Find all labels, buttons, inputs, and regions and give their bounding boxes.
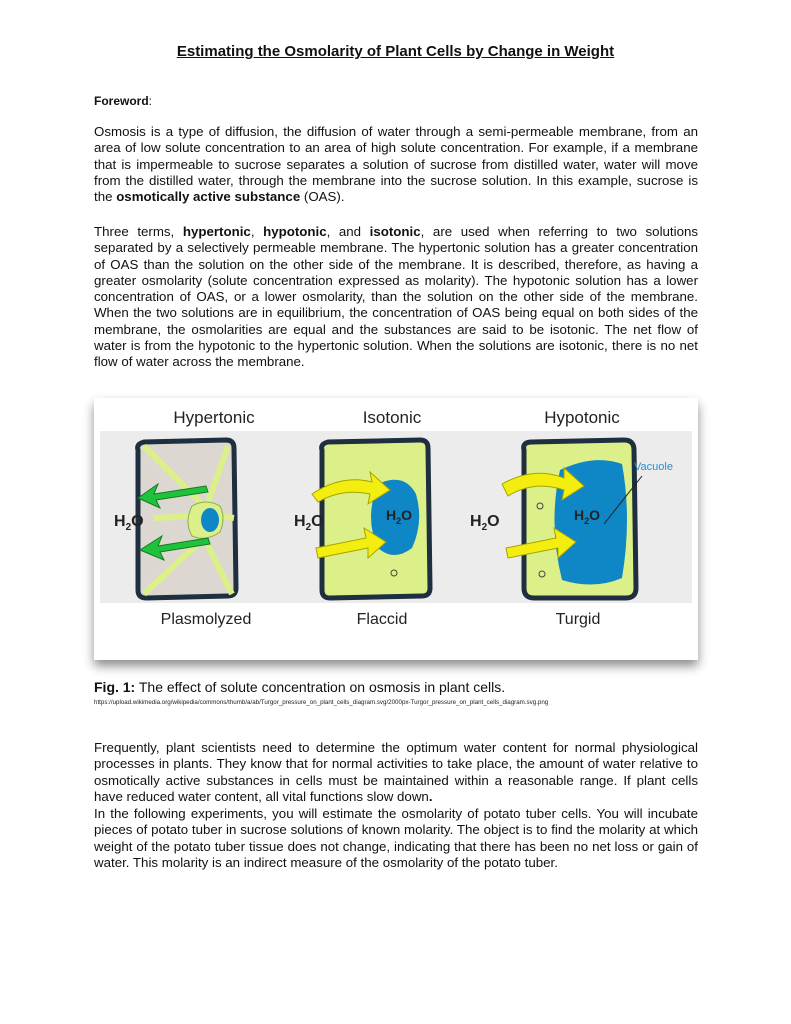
caption-text: The effect of solute concentration on osmosis in plant cells. (135, 679, 506, 695)
foreword-heading (94, 94, 152, 108)
paragraph-text: , (250, 224, 264, 239)
paragraph-text: , are used when referring to two solutions separated by a selectively permeable membrane. The hypertonic solution has a greater concentration of OAS than the solution on the other side of the membrane. It is described, therefore, as having a greater osmolarity (solute concentration expressed as molarity). The hypotonic solution has a lower concentration of OAS, or a lower osmolarity, than the solution on the other side of the membrane. When the two solutions are in equilibrium, the concentration of OAS being equal on both sides of the membrane, the osmolarities are equal and the substances are said to be isotonic. The net flow of water is from the hypotonic to the hypertonic solution. When the solutions are isotonic, there is no net flow of water across the membrane. (94, 224, 699, 370)
foreword-colon: : (148, 94, 153, 108)
bold-period: . (428, 788, 433, 804)
paragraph-osmosis (94, 124, 698, 205)
paragraph-text: Three terms, (94, 224, 183, 239)
figure-plant-cells (94, 398, 698, 660)
paragraph-text: (OAS). (300, 189, 345, 205)
footer-flaccid: Flaccid (356, 611, 408, 628)
paragraph-water-content (94, 740, 698, 805)
header-hypotonic: Hypotonic (544, 408, 620, 427)
h2o-label: $H_2O$ (574, 507, 601, 526)
plant-cell-diagram (94, 398, 698, 660)
bold-term: osmotically active substance (116, 189, 301, 205)
bold-term: hypertonic (182, 224, 251, 239)
h2o-label: $H_2O$ (386, 507, 413, 526)
shrunken-vacuole (201, 508, 219, 532)
foreword-label: Foreword (94, 94, 149, 108)
paragraph-text: Frequently, plant scientists need to determine the optimum water content for normal physiological processes in plants. They know that for normal activities to take place, the amount of water relative to osmotically active substances in cells must be maintained within a reasonable range. If plant cells have reduced water content, all vital functions slow down (94, 740, 698, 804)
header-hypertonic: Hypertonic (173, 408, 255, 427)
figure-caption (94, 679, 505, 695)
vacuole-label: Vacuole (634, 461, 673, 473)
footer-turgid: Turgid (555, 611, 601, 628)
header-isotonic: Isotonic (362, 408, 422, 427)
document-title: Estimating the Osmolarity of Plant Cells by Change in Weight (176, 43, 615, 60)
caption-label: Fig. 1: (94, 679, 136, 695)
paragraph-text: In the following experiments, you will estimate the osmolarity of potato tuber cells. You will incubate pieces of potato tuber in sucrose solutions of known molarity. The object is to find the molarity at which weight of the potato tuber tissue does not change, indicating that there has been no net loss or gain of water. This molarity is an indirect measure of the osmolarity of the potato tuber. (94, 806, 698, 870)
paragraph-text: Osmosis is a type of diffusion, the diffusion of water through a semi-permeable membrane, from an area of low solute concentration to an area of high solute concentration. For example, if a membrane that is impermeable to sucrose separates a solution of sucrose from distilled water, water will move from the distilled water, through the membrane into the sucrose solution. In this example, sucrose is the (94, 124, 698, 205)
paragraph-text: , and (326, 224, 370, 239)
h2o-label: $H_2O$ (114, 513, 144, 533)
bold-term: isotonic (369, 224, 421, 239)
figure-source-url: https://upload.wikimedia.org/wikipedia/commons/thumb/a/ab/Turgor_pressure_on_plant_cells_diagram.svg/2000px-Turgor_pressure_on_plant_cells_diagram.svg.png (94, 699, 549, 706)
h2o-label: $H_2O$ (470, 513, 500, 533)
footer-plasmolyzed: Plasmolyzed (160, 611, 252, 628)
bold-term: hypotonic (263, 224, 327, 239)
paragraph-experiment (94, 806, 698, 871)
paragraph-tonicity (94, 224, 698, 371)
h2o-label: $H_2O$ (294, 513, 324, 533)
